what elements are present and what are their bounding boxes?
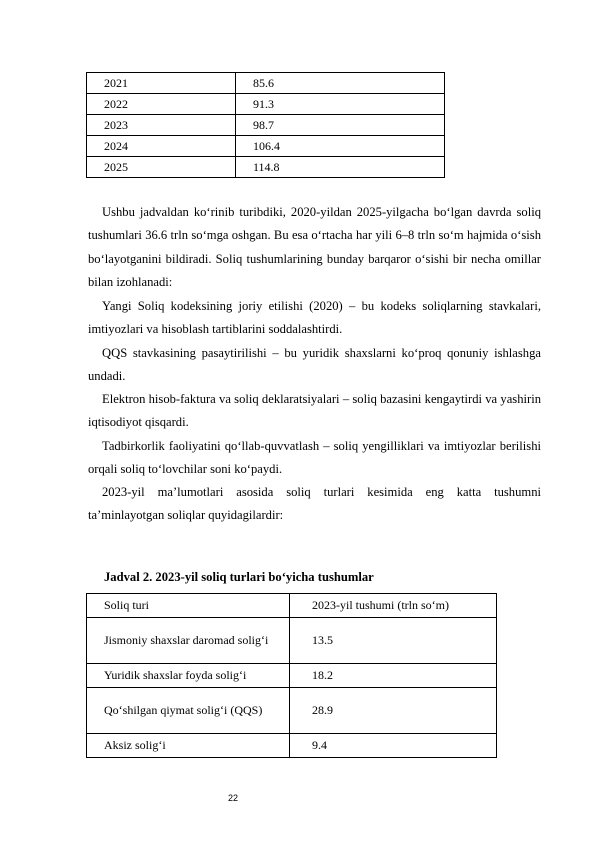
table-row (87, 664, 497, 688)
paragraph-business-support: Tadbirkorlik faoliyatini qo‘llab-quvvatlash – soliq yengilliklari va imtiyozlar berilishi orqali soliq to‘lovchilar soni ko‘paydi. (88, 439, 541, 477)
paragraph-analysis: Ushbu jadvaldan ko‘rinib turibdiki, 2020-yildan 2025-yilgacha bo‘lgan davrda soliq tushumlari 36.6 trln so‘mga oshgan. Bu esa o‘rtacha har yili 6–8 trln so‘m hajmida o‘sish bo‘layotganini bildiradi. Soliq tushumlarining bunday barqaror o‘sishi bir necha omillar bilan izohlanadi: (88, 205, 541, 290)
page-number: 22 (227, 793, 238, 803)
value-cell: 91.3 (236, 94, 445, 115)
paragraph-tax-code: Yangi Soliq kodeksining joriy etilishi (2020) – bu kodeks soliqlarning stavkalari, imtiyozlari va hisoblash tartiblarini soddalashtirdi. (88, 299, 541, 337)
year-cell: 2023 (87, 115, 236, 136)
year-cell: 2021 (87, 73, 236, 94)
table-header-row (87, 594, 497, 618)
value-cell: 106.4 (236, 136, 445, 157)
year-cell: 2024 (87, 136, 236, 157)
header-cell: Soliq turi (87, 594, 290, 618)
tax-type-cell: Jismoniy shaxslar daromad solig‘i (87, 618, 290, 664)
tax-revenue-by-type-table (86, 593, 497, 758)
table-row (87, 157, 445, 178)
paragraph-tax-types-intro: 2023-yil ma’lumotlari asosida soliq turlari kesimida eng katta tushumni ta’minlayotgan soliqlar quyidagilardir: (88, 485, 541, 523)
paragraph-e-invoice: Elektron hisob-faktura va soliq deklaratsiyalari – soliq bazasini kengaytirdi va yashirin iqtisodiyot qisqardi. (88, 392, 541, 430)
value-cell: 85.6 (236, 73, 445, 94)
paragraph-vat-rate: QQS stavkasining pasaytirilishi – bu yuridik shaxslarni ko‘proq qonuniy ishlashga undadi. (88, 346, 541, 384)
revenue-by-year-table (86, 72, 445, 178)
tax-type-cell: Aksiz solig‘i (87, 734, 290, 758)
value-cell: 114.8 (236, 157, 445, 178)
revenue-cell: 28.9 (290, 688, 497, 734)
revenue-cell: 13.5 (290, 618, 497, 664)
table-row (87, 115, 445, 136)
table-row (87, 734, 497, 758)
table-row (87, 73, 445, 94)
table-row (87, 618, 497, 664)
tax-type-cell: Yuridik shaxslar foyda solig‘i (87, 664, 290, 688)
revenue-cell: 9.4 (290, 734, 497, 758)
tax-type-cell: Qo‘shilgan qiymat solig‘i (QQS) (87, 688, 290, 734)
year-cell: 2025 (87, 157, 236, 178)
year-cell: 2022 (87, 94, 236, 115)
table-caption: Jadval 2. 2023-yil soliq turlari bo‘yicha tushumlar (104, 570, 374, 584)
table-row (87, 94, 445, 115)
revenue-cell: 18.2 (290, 664, 497, 688)
table-row (87, 136, 445, 157)
value-cell: 98.7 (236, 115, 445, 136)
table-row (87, 688, 497, 734)
header-cell: 2023-yil tushumi (trln so‘m) (290, 594, 497, 618)
